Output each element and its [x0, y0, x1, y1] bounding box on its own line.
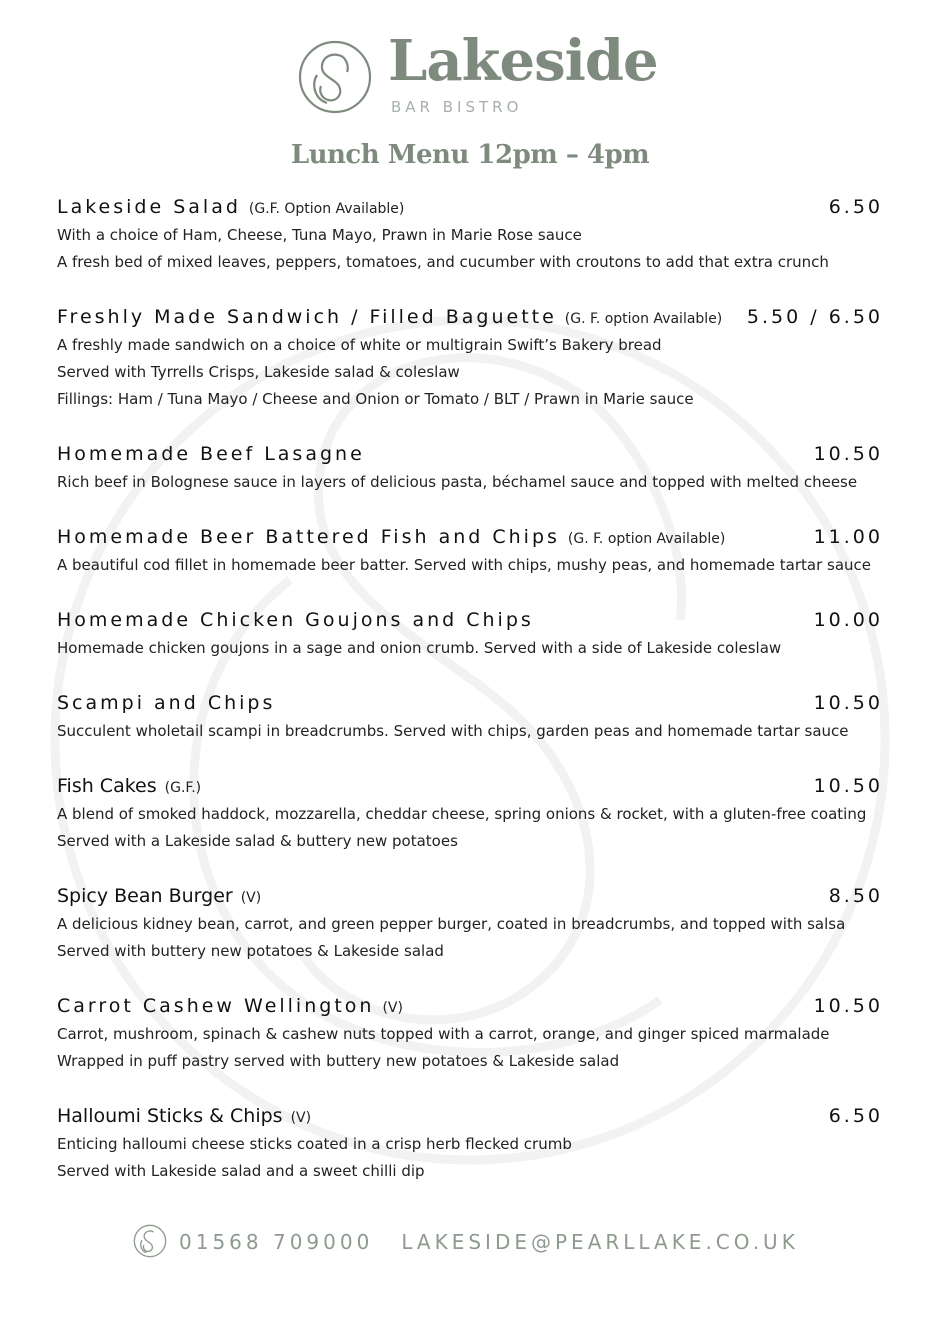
item-note: (V): [382, 1000, 403, 1016]
phone-number[interactable]: 01568 709000: [179, 1230, 374, 1254]
item-description: Homemade chicken goujons in a sage and onion crumb. Served with a side of Lakeside coleslaw: [57, 639, 782, 657]
item-description: Served with a Lakeside salad & buttery new potatoes: [57, 832, 458, 850]
brand-name: Lakeside: [388, 28, 658, 94]
item-price: 5.50 / 6.50: [746, 306, 883, 328]
item-price: 6.50: [828, 196, 883, 218]
email-link[interactable]: LAKESIDE@PEARLLAKE.CO.UK: [401, 1230, 799, 1254]
item-price: 10.50: [813, 443, 883, 465]
item-price: 8.50: [828, 885, 883, 907]
menu-item: [57, 885, 883, 965]
menu-item: [57, 995, 883, 1075]
item-description: A beautiful cod fillet in homemade beer batter. Served with chips, mushy peas, and homemade tartar sauce: [57, 556, 872, 574]
item-description: A freshly made sandwich on a choice of white or multigrain Swift’s Bakery bread: [57, 336, 662, 354]
item-note: (G. F. option Available): [564, 311, 723, 327]
item-note: (V): [290, 1110, 312, 1126]
item-name: Scampi and Chips: [57, 692, 276, 714]
item-price: 10.00: [813, 609, 883, 631]
item-name: Lakeside Salad: [57, 196, 241, 218]
item-name: Freshly Made Sandwich / Filled Baguette: [57, 306, 557, 328]
menu-title: Lunch Menu 12pm – 4pm: [290, 140, 650, 170]
item-price: 10.50: [813, 775, 883, 797]
item-name: Carrot Cashew Wellington: [57, 995, 375, 1017]
item-description: Served with buttery new potatoes & Lakeside salad: [57, 942, 444, 960]
item-price: 10.50: [813, 692, 883, 714]
item-description: A fresh bed of mixed leaves, peppers, tomatoes, and cucumber with croutons to add that extra crunch: [57, 253, 829, 271]
menu-item: [57, 196, 883, 276]
item-note: (G.F. Option Available): [248, 201, 405, 217]
menu-item: [57, 775, 883, 855]
item-price: 10.50: [813, 995, 883, 1017]
item-description: A delicious kidney bean, carrot, and green pepper burger, coated in breadcrumbs, and topped with salsa: [57, 915, 846, 933]
menu-item: [57, 526, 883, 579]
menu-list: [57, 196, 883, 1215]
item-name: Homemade Beef Lasagne: [57, 443, 365, 465]
item-name: Halloumi Sticks & Chips: [57, 1105, 283, 1127]
item-description: Succulent wholetail scampi in breadcrumbs. Served with chips, garden peas and homemade tartar sauce: [57, 722, 849, 740]
item-note: (G.F.): [164, 780, 202, 796]
item-name: Homemade Chicken Goujons and Chips: [57, 609, 534, 631]
menu-item: [57, 609, 883, 662]
brand-subtitle: BAR BISTRO: [391, 98, 523, 116]
footer-contact: [133, 1224, 853, 1260]
item-description: Fillings: Ham / Tuna Mayo / Cheese and Onion or Tomato / BLT / Prawn in Marie sauce: [57, 390, 694, 408]
item-description: Wrapped in puff pastry served with buttery new potatoes & Lakeside salad: [57, 1052, 620, 1070]
item-name: Fish Cakes: [57, 775, 157, 797]
item-description: A blend of smoked haddock, mozzarella, cheddar cheese, spring onions & rocket, with a gluten-free coating: [57, 805, 867, 823]
item-price: 11.00: [813, 526, 883, 548]
header: [0, 28, 940, 124]
item-price: 6.50: [828, 1105, 883, 1127]
menu-item: [57, 443, 883, 496]
item-description: Served with Tyrrells Crisps, Lakeside salad & coleslaw: [57, 363, 460, 381]
item-name: Spicy Bean Burger: [57, 885, 233, 907]
menu-item: [57, 1105, 883, 1185]
menu-item: [57, 692, 883, 745]
menu-item: [57, 306, 883, 413]
item-name: Homemade Beer Battered Fish and Chips: [57, 526, 560, 548]
item-description: Rich beef in Bolognese sauce in layers of delicious pasta, béchamel sauce and topped with melted cheese: [57, 473, 858, 491]
item-description: Carrot, mushroom, spinach & cashew nuts topped with a carrot, orange, and ginger spiced marmalade: [57, 1025, 830, 1043]
swan-monogram-icon: [297, 39, 373, 115]
swan-monogram-icon: [133, 1224, 167, 1258]
item-description: With a choice of Ham, Cheese, Tuna Mayo, Prawn in Marie Rose sauce: [57, 226, 582, 244]
item-note: (G. F. option Available): [567, 531, 726, 547]
item-description: Served with Lakeside salad and a sweet chilli dip: [57, 1162, 425, 1180]
item-description: Enticing halloumi cheese sticks coated in a crisp herb flecked crumb: [57, 1135, 572, 1153]
item-note: (V): [240, 890, 262, 906]
